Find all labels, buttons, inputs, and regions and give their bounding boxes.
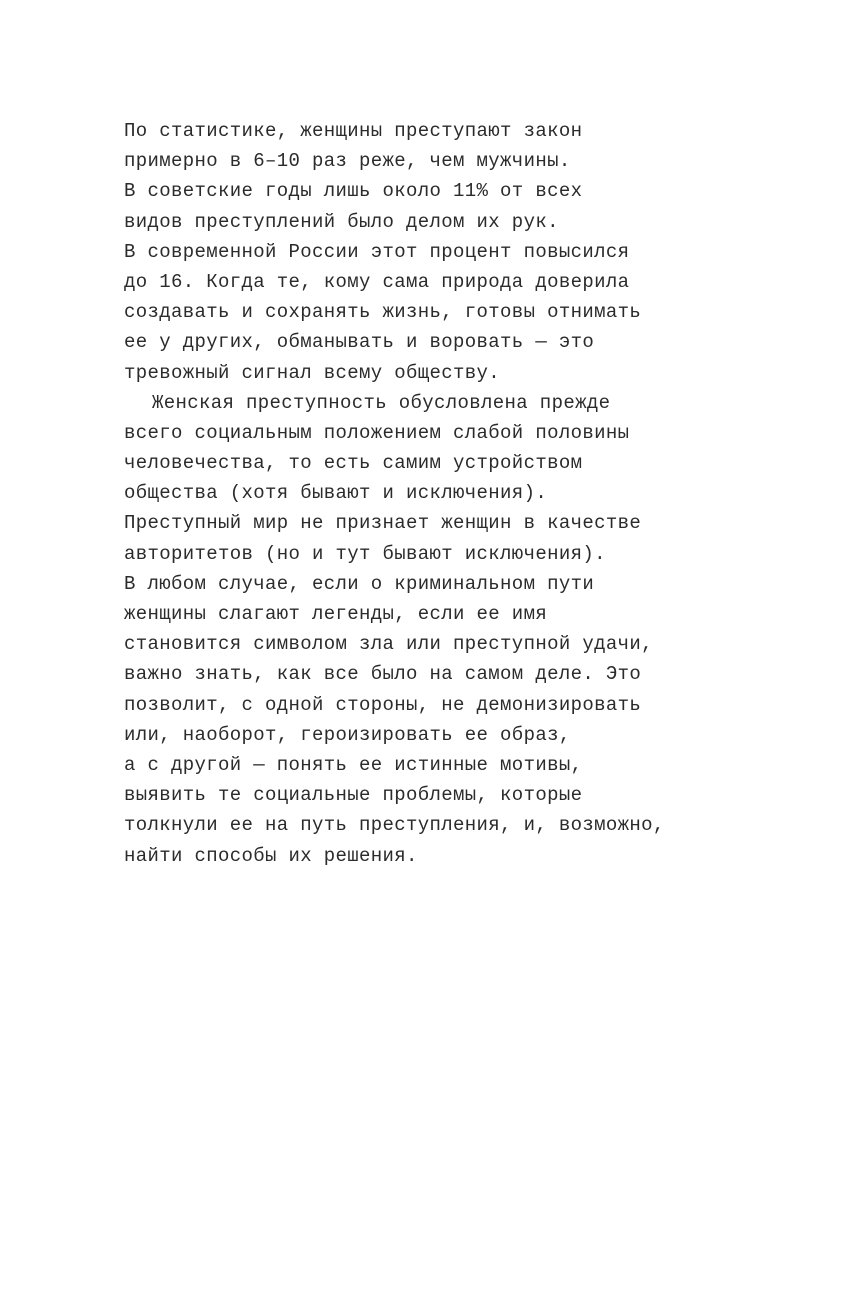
text-line: видов преступлений было делом их рук. xyxy=(124,210,559,233)
text-line: По статистике, женщины преступают закон xyxy=(124,120,583,142)
paragraph-1 xyxy=(124,116,844,388)
text-line: или, наоборот, героизировать ее образ, xyxy=(124,723,571,746)
text-line: до 16. Когда те, кому сама природа доверила xyxy=(124,270,630,293)
text-line: найти способы их решения. xyxy=(124,844,418,867)
paragraph-2 xyxy=(124,388,844,871)
text-line: позволит, с одной стороны, не демонизировать xyxy=(124,693,642,716)
text-line: создавать и сохранять жизнь, готовы отнимать xyxy=(124,301,642,324)
text-line: толкнули ее на путь преступления, и, возможно, xyxy=(124,814,665,837)
text-line: В советские годы лишь около 11% от всех xyxy=(124,180,583,203)
text-line: ее у других, обманывать и воровать — это xyxy=(124,331,595,354)
body-text xyxy=(124,116,844,871)
text-line: В любом случае, если о криминальном пути xyxy=(124,572,595,595)
text-line: примерно в 6–10 раз реже, чем мужчины. xyxy=(124,150,571,173)
text-line: Женская преступность обусловлена прежде xyxy=(152,391,611,414)
text-line: тревожный сигнал всему обществу. xyxy=(124,361,501,384)
text-line: становится символом зла или преступной удачи, xyxy=(124,633,653,656)
text-line: женщины слагают легенды, если ее имя xyxy=(124,603,548,625)
text-line: важно знать, как все было на самом деле. Это xyxy=(124,663,642,686)
text-line: общества (хотя бывают и исключения). xyxy=(124,482,548,505)
text-line: Преступный мир не признает женщин в качестве xyxy=(124,512,642,535)
text-line: человечества, то есть самим устройством xyxy=(124,452,583,475)
text-line: выявить те социальные проблемы, которые xyxy=(124,784,583,807)
text-line: а с другой — понять ее истинные мотивы, xyxy=(124,753,583,776)
text-line: авторитетов (но и тут бывают исключения). xyxy=(124,542,606,565)
text-line: В современной России этот процент повысился xyxy=(124,240,630,263)
text-line: всего социальным положением слабой половины xyxy=(124,421,630,444)
